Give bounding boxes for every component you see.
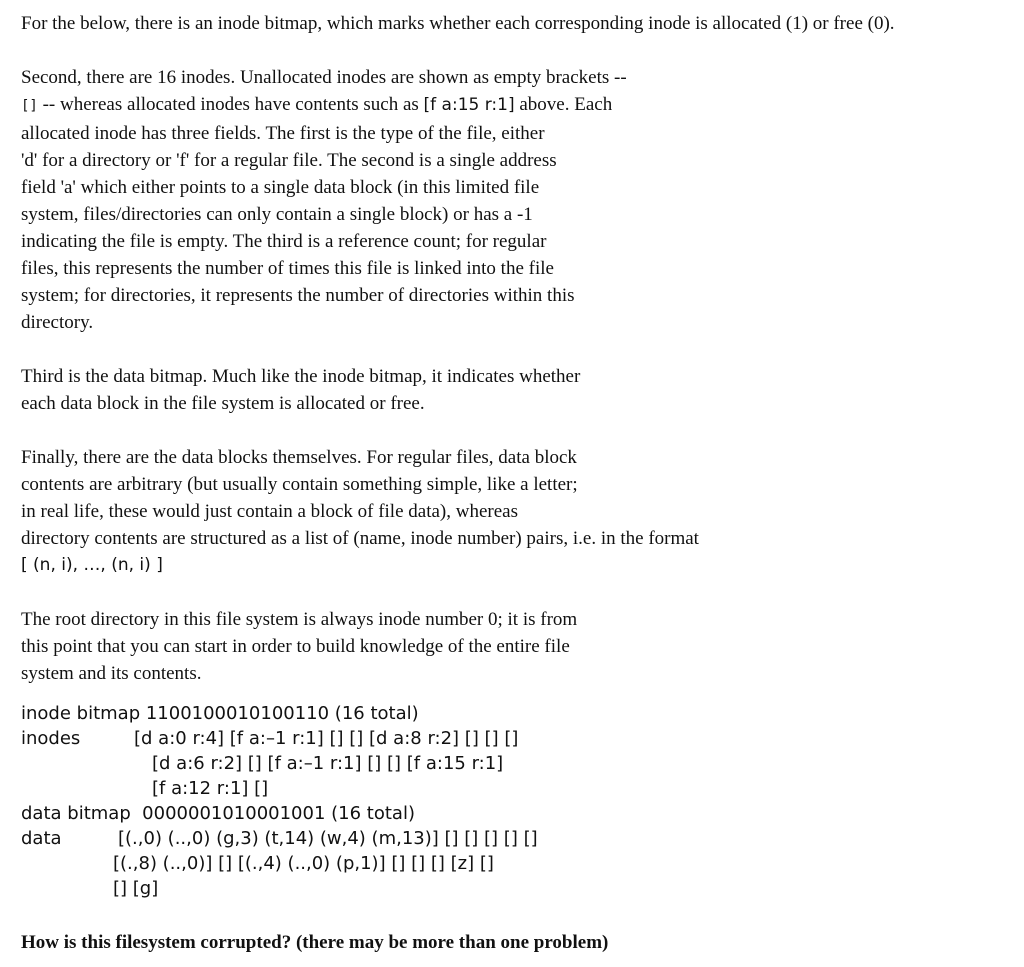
text-line: each data block in the file system is allocated or free. <box>21 393 425 414</box>
data-bitmap-paragraph <box>21 363 1016 417</box>
format-example: [ (n, i), …, (n, i) ] <box>21 555 163 575</box>
inodes-values: [d a:0 r:4] [f a:–1 r:1] [] [] [d a:8 r:2] [] [] [] <box>134 728 519 749</box>
data-bitmap-line: data bitmap 0000001010001001 (16 total) <box>21 803 415 824</box>
text-line: files, this represents the number of times this file is linked into the file <box>21 258 554 279</box>
empty-bracket-example: [] <box>21 98 38 114</box>
inode-bitmap-line: inode bitmap 1100100010100110 (16 total) <box>21 703 419 724</box>
intro-line: For the below, there is an inode bitmap, which marks whether each corresponding inode is allocated (1) or free (0). <box>21 13 895 34</box>
text-line: directory. <box>21 312 94 333</box>
inodes-row-2 <box>21 751 1016 776</box>
filesystem-listing <box>21 701 1016 901</box>
text-line: in real life, these would just contain a block of file data), whereas <box>21 501 518 522</box>
inodes-row-3 <box>21 776 1016 801</box>
data-label: data <box>21 828 62 849</box>
data-row-2 <box>21 851 1016 876</box>
text-line: system; for directories, it represents the number of directories within this <box>21 285 575 306</box>
text-line: 'd' for a directory or 'f' for a regular file. The second is a single address <box>21 150 557 171</box>
inodes-values: [d a:6 r:2] [] [f a:–1 r:1] [] [] [f a:15 r:1] <box>152 753 504 774</box>
data-values: [] [g] <box>113 878 159 899</box>
data-blocks-paragraph <box>21 444 1016 579</box>
intro-paragraph <box>21 10 1016 37</box>
root-paragraph <box>21 606 1016 687</box>
text-line: Finally, there are the data blocks themselves. For regular files, data block <box>21 447 577 468</box>
text-fragment: above. Each <box>514 94 613 115</box>
data-values: [(.,0) (..,0) (g,3) (t,14) (w,4) (m,13)] [] [] [] [] [] <box>118 828 538 849</box>
text-line: this point that you can start in order to build knowledge of the entire file <box>21 636 570 657</box>
data-row-1 <box>21 826 1016 851</box>
text-line: indicating the file is empty. The third is a reference count; for regular <box>21 231 547 252</box>
text-line: The root directory in this file system is always inode number 0; it is from <box>21 609 578 630</box>
text-line: Third is the data bitmap. Much like the inode bitmap, it indicates whether <box>21 366 581 387</box>
inodes-row-1 <box>21 726 1016 751</box>
inodes-label: inodes <box>21 728 81 749</box>
text-fragment: -- whereas allocated inodes have contents such as <box>37 94 424 115</box>
text-line: system and its contents. <box>21 663 202 684</box>
inodes-paragraph <box>21 64 1016 336</box>
data-row-3 <box>21 876 1016 901</box>
document-body <box>21 10 1016 956</box>
text-line: directory contents are structured as a list of (name, inode number) pairs, i.e. in the format <box>21 528 699 549</box>
text-line: allocated inode has three fields. The first is the type of the file, either <box>21 123 545 144</box>
text-line <box>21 91 1016 120</box>
text-line: field 'a' which either points to a single data block (in this limited file <box>21 177 540 198</box>
inodes-values: [f a:12 r:1] [] <box>152 778 269 799</box>
inode-example: [f a:15 r:1] <box>423 95 515 115</box>
question-heading: How is this filesystem corrupted? (there may be more than one problem) <box>21 932 609 953</box>
text-line: system, files/directories can only contain a single block) or has a -1 <box>21 204 533 225</box>
data-values: [(.,8) (..,0)] [] [(.,4) (..,0) (p,1)] [] [] [] [z] [] <box>113 853 494 874</box>
text-line: Second, there are 16 inodes. Unallocated inodes are shown as empty brackets -- <box>21 67 627 88</box>
text-line: contents are arbitrary (but usually contain something simple, like a letter; <box>21 474 578 495</box>
